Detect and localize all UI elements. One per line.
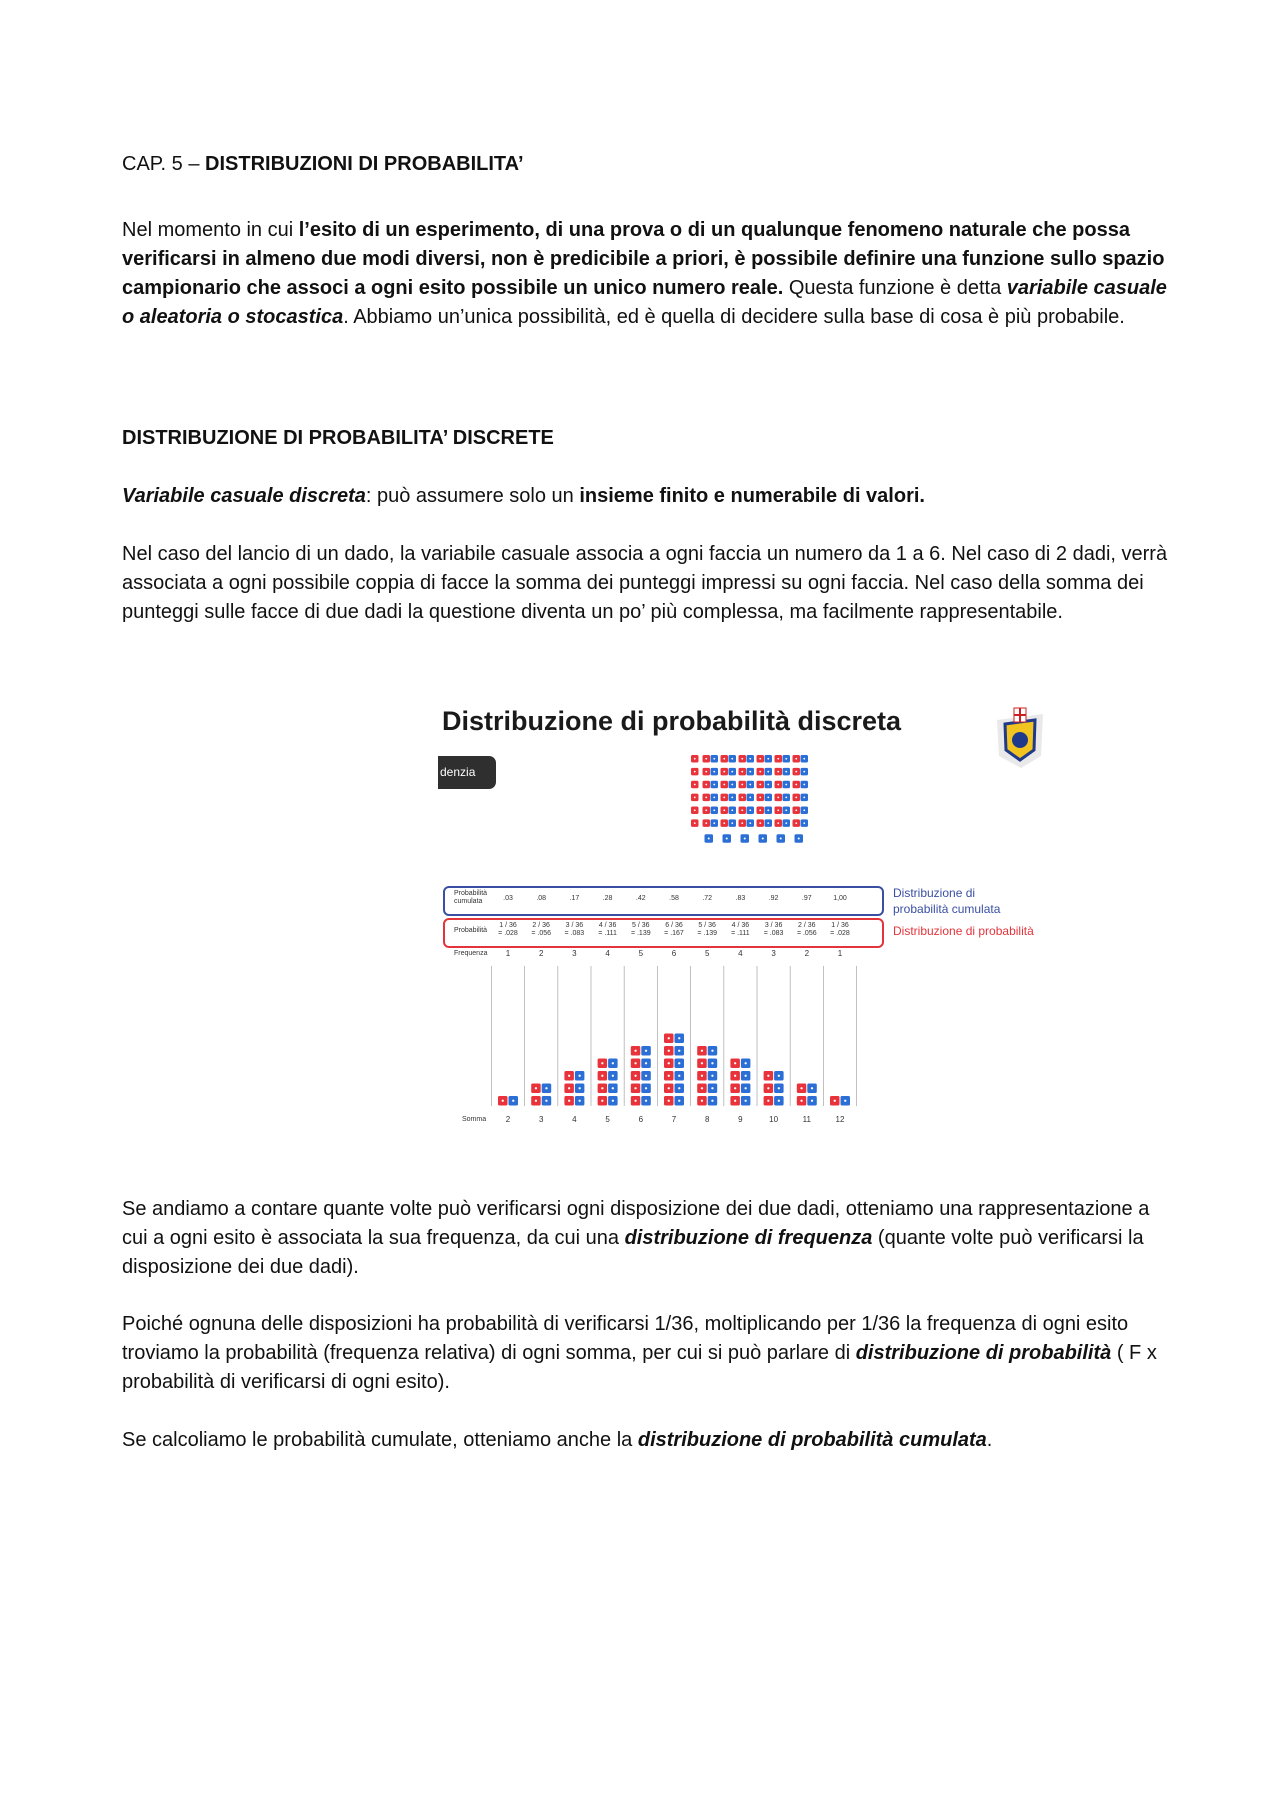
die-pip <box>731 771 733 773</box>
die-pip <box>612 1075 614 1077</box>
die-pip <box>711 1075 713 1077</box>
intro-paragraph: Nel momento in cui l’esito di un esperimento, di una prova o di un qualunque fenomeno naturale che possa verificarsi in almeno due modi diversi, non è predicibile a priori, è possibile definire una funzione sullo spazio campionario che associ a ogni esito possibile un unico numero reale. Questa funzione è detta variabile casuale o aleatoria o stocastica. Abbiamo un’unica possibilità, ed è quella di decidere sulla base di cosa è più probabile. <box>122 219 1167 328</box>
die-pip <box>723 822 725 824</box>
die-pip <box>713 822 715 824</box>
die-pip <box>568 1100 570 1102</box>
die-pip <box>780 837 782 839</box>
frequency-value: 3 <box>771 949 776 958</box>
die-pip <box>759 809 761 811</box>
die-pip <box>678 1050 680 1052</box>
figure-title: Distribuzione di probabilità discreta <box>442 706 902 736</box>
dice-distribution-figure <box>438 698 1078 1128</box>
probability-decimal: = .139 <box>630 930 651 937</box>
frequency-value: 2 <box>538 949 544 958</box>
probability-fraction: 5 / 36 <box>632 922 650 929</box>
sum-value: 6 <box>638 1115 644 1124</box>
probability-fraction: 2 / 36 <box>532 922 550 929</box>
die-pip <box>795 809 797 811</box>
cumulative-distribution-label: Distribuzione di probabilità cumulata <box>893 886 1001 916</box>
die-pip <box>705 822 707 824</box>
sum-value: 8 <box>704 1115 710 1124</box>
cumulative-value: .08 <box>536 895 547 902</box>
sum-value: 7 <box>671 1115 677 1124</box>
definition-paragraph: Variabile casuale discreta: può assumere solo un insieme finito e numerabile di valori. <box>122 485 925 507</box>
die-pip <box>778 1075 780 1077</box>
die-pip <box>767 758 769 760</box>
die-pip <box>545 1100 547 1102</box>
chapter-prefix: CAP. 5 – <box>122 153 206 175</box>
die-pip <box>749 796 751 798</box>
die-pip <box>723 771 725 773</box>
die-pip <box>734 1062 736 1064</box>
sum-value: 3 <box>538 1115 544 1124</box>
die-pip <box>502 1100 504 1102</box>
die-pip <box>759 771 761 773</box>
die-pip <box>759 758 761 760</box>
die-pip <box>749 822 751 824</box>
frequency-row-label: Frequenza <box>454 950 488 957</box>
die-pip <box>645 1075 647 1077</box>
die-pip <box>645 1087 647 1089</box>
die-pip <box>701 1100 703 1102</box>
die-pip <box>579 1075 581 1077</box>
probability-fraction: 4 / 36 <box>598 922 617 929</box>
die-pip <box>678 1062 680 1064</box>
die-pip <box>678 1087 680 1089</box>
die-pip <box>745 1062 747 1064</box>
die-pip <box>634 1087 636 1089</box>
probability-fraction: 4 / 36 <box>731 922 750 929</box>
die-pip <box>778 1087 780 1089</box>
sum-value: 4 <box>572 1115 577 1124</box>
die-pip <box>708 837 710 839</box>
probability-decimal: = .111 <box>731 930 750 937</box>
cumulative-value: 1,00 <box>833 895 847 902</box>
cumulative-paragraph: Se calcoliamo le probabilità cumulate, otteniamo anche la distribuzione di probabilità cumulata. <box>122 1429 993 1451</box>
die-pip <box>545 1087 547 1089</box>
die-pip <box>734 1100 736 1102</box>
probability-decimal: = .083 <box>763 930 784 937</box>
frequency-value: 3 <box>572 949 577 958</box>
die-pip <box>844 1100 846 1102</box>
sum-value: 11 <box>802 1115 811 1124</box>
die-pip <box>767 796 769 798</box>
frequency-value: 5 <box>704 949 710 958</box>
sum-value: 10 <box>769 1115 779 1124</box>
die-pip <box>713 784 715 786</box>
die-pip <box>759 796 761 798</box>
probability-fraction: 1 / 36 <box>499 922 517 929</box>
probability-decimal: = .111 <box>598 930 617 937</box>
die-pip <box>668 1050 670 1052</box>
probability-decimal: = .056 <box>531 930 552 937</box>
probability-fraction: 3 / 36 <box>764 922 783 929</box>
die-pip <box>634 1050 636 1052</box>
frequency-paragraph: Se andiamo a contare quante volte può verificarsi ogni disposizione dei due dadi, otteniamo una rappresentazione a cui a ogni esito è associata la sua frequenza, da cui una distribuzione di frequenza (quante volte può verificarsi la disposizione dei due dadi). <box>122 1198 1150 1278</box>
die-pip <box>785 822 787 824</box>
die-pip <box>749 771 751 773</box>
die-pip <box>734 1075 736 1077</box>
frequency-value: 1 <box>505 949 511 958</box>
die-pip <box>713 809 715 811</box>
die-pip <box>713 758 715 760</box>
probability-distribution-label: Distribuzione di probabilità <box>893 924 1034 938</box>
die-pip <box>601 1087 603 1089</box>
die-pip <box>745 1087 747 1089</box>
cumulative-value: .58 <box>669 895 679 902</box>
cumulative-value: .17 <box>569 895 580 902</box>
die-pip <box>634 1075 636 1077</box>
cumulative-value: .72 <box>702 895 713 902</box>
die-pip <box>731 809 733 811</box>
die-pip <box>741 822 743 824</box>
die-pip <box>795 796 797 798</box>
cumulative-row-label: Probabilità cumulata <box>454 890 488 905</box>
die-pip <box>741 809 743 811</box>
die-pip <box>803 822 805 824</box>
die-pip <box>762 837 764 839</box>
die-pip <box>701 1087 703 1089</box>
cumulative-value: .03 <box>503 895 513 902</box>
frequency-value: 1 <box>837 949 843 958</box>
die-pip <box>705 771 707 773</box>
die-pip <box>777 784 779 786</box>
die-pip <box>568 1087 570 1089</box>
die-pip <box>834 1100 836 1102</box>
die-pip <box>694 784 696 786</box>
die-pip <box>741 796 743 798</box>
die-pip <box>777 771 779 773</box>
probability-paragraph: Poiché ognuna delle disposizioni ha probabilità di verificarsi 1/36, moltiplicando per 1/36 la frequenza di ogni esito troviamo la probabilità (frequenza relativa) di ogni somma, per cui si può parlare di distribuzione di probabilità ( F x probabilità di verificarsi di ogni esito). <box>122 1313 1157 1393</box>
die-pip <box>785 771 787 773</box>
die-pip <box>694 758 696 760</box>
probability-decimal: = .139 <box>697 930 718 937</box>
die-pip <box>745 1100 747 1102</box>
die-pip <box>731 758 733 760</box>
die-pip <box>723 796 725 798</box>
die-pip <box>795 822 797 824</box>
die-pip <box>711 1050 713 1052</box>
die-pip <box>795 771 797 773</box>
figure-tab-fragment: denzia <box>438 756 496 789</box>
die-pip <box>601 1100 603 1102</box>
die-pip <box>612 1062 614 1064</box>
die-pip <box>694 809 696 811</box>
die-pip <box>767 784 769 786</box>
die-pip <box>723 758 725 760</box>
die-pip <box>601 1075 603 1077</box>
die-pip <box>568 1075 570 1077</box>
probability-fraction: 5 / 36 <box>698 922 716 929</box>
die-pip <box>535 1100 537 1102</box>
sum-row-label: Somma <box>462 1116 487 1123</box>
die-pip <box>800 1100 802 1102</box>
probability-row-label: Probabilità <box>454 927 488 934</box>
probability-fraction: 3 / 36 <box>565 922 584 929</box>
die-pip <box>749 758 751 760</box>
die-pip <box>694 796 696 798</box>
die-pip <box>535 1087 537 1089</box>
die-pip <box>811 1087 813 1089</box>
die-pip <box>694 822 696 824</box>
die-pip <box>811 1100 813 1102</box>
probability-decimal: = .083 <box>564 930 585 937</box>
die-pip <box>785 809 787 811</box>
die-pip <box>634 1100 636 1102</box>
die-pip <box>601 1062 603 1064</box>
die-pip <box>668 1075 670 1077</box>
die-pip <box>579 1087 581 1089</box>
die-pip <box>800 1087 802 1089</box>
die-pip <box>579 1100 581 1102</box>
die-pip <box>741 758 743 760</box>
cumulative-value: .42 <box>635 895 646 902</box>
cumulative-value: .92 <box>768 895 779 902</box>
die-pip <box>767 1100 769 1102</box>
die-pip <box>634 1062 636 1064</box>
die-pip <box>726 837 728 839</box>
die-pip <box>668 1100 670 1102</box>
die-pip <box>767 809 769 811</box>
die-pip <box>713 771 715 773</box>
die-pip <box>711 1087 713 1089</box>
cumulative-value: .28 <box>602 895 613 902</box>
die-pip <box>734 1087 736 1089</box>
probability-fraction: 1 / 36 <box>831 922 849 929</box>
die-pip <box>612 1100 614 1102</box>
die-pip <box>749 809 751 811</box>
die-pip <box>759 822 761 824</box>
die-pip <box>785 784 787 786</box>
die-pip <box>778 1100 780 1102</box>
die-pip <box>767 822 769 824</box>
frequency-value: 4 <box>605 949 610 958</box>
die-pip <box>705 809 707 811</box>
section-heading: DISTRIBUZIONE DI PROBABILITA’ DISCRETE <box>122 427 554 449</box>
probability-decimal: = .028 <box>498 930 518 937</box>
die-pip <box>711 1062 713 1064</box>
die-pip <box>723 809 725 811</box>
die-pip <box>803 758 805 760</box>
die-pip <box>668 1037 670 1039</box>
die-pip <box>749 784 751 786</box>
die-pip <box>668 1062 670 1064</box>
die-pip <box>701 1075 703 1077</box>
die-pip <box>795 758 797 760</box>
dice-paragraph: Nel caso del lancio di un dado, la variabile casuale associa a ogni faccia un numero da 1 a 6. Nel caso di 2 dadi, verrà associata a ogni possibile coppia di facce la somma dei punteggi impressi su ogni faccia. Nel caso della somma dei punteggi sulle facce di due dadi la questione diventa un po’ più complessa, ma facilmente rappresentabile. <box>122 543 1168 623</box>
die-pip <box>678 1075 680 1077</box>
die-pip <box>785 758 787 760</box>
frequency-value: 6 <box>671 949 677 958</box>
probability-decimal: = .167 <box>664 930 684 937</box>
chapter-title <box>122 150 524 179</box>
cumulative-value: .97 <box>801 895 812 902</box>
sum-value: 5 <box>605 1115 610 1124</box>
probability-decimal: = .028 <box>830 930 850 937</box>
die-pip <box>645 1062 647 1064</box>
die-pip <box>705 796 707 798</box>
die-pip <box>795 784 797 786</box>
chapter-title-bold: DISTRIBUZIONI DI PROBABILITA’ <box>205 153 524 175</box>
probability-fraction: 2 / 36 <box>798 922 816 929</box>
die-pip <box>678 1037 680 1039</box>
die-pip <box>785 796 787 798</box>
frequency-value: 2 <box>804 949 810 958</box>
die-pip <box>705 784 707 786</box>
die-pip <box>798 837 800 839</box>
die-pip <box>694 771 696 773</box>
die-pip <box>512 1100 514 1102</box>
die-pip <box>803 771 805 773</box>
die-pip <box>803 784 805 786</box>
die-pip <box>731 784 733 786</box>
die-pip <box>777 796 779 798</box>
die-pip <box>645 1050 647 1052</box>
probability-decimal: = .056 <box>796 930 817 937</box>
probability-fraction: 6 / 36 <box>665 922 683 929</box>
sum-value: 2 <box>505 1115 511 1124</box>
die-pip <box>713 796 715 798</box>
die-pip <box>701 1050 703 1052</box>
die-pip <box>777 809 779 811</box>
die-pip <box>731 822 733 824</box>
die-pip <box>668 1087 670 1089</box>
die-pip <box>612 1087 614 1089</box>
die-pip <box>711 1100 713 1102</box>
cumulative-value: .83 <box>735 895 746 902</box>
die-pip <box>741 771 743 773</box>
die-pip <box>759 784 761 786</box>
die-pip <box>803 809 805 811</box>
die-pip <box>767 771 769 773</box>
frequency-value: 5 <box>638 949 644 958</box>
die-pip <box>777 822 779 824</box>
die-pip <box>701 1062 703 1064</box>
die-pip <box>744 837 746 839</box>
die-pip <box>731 796 733 798</box>
sum-value: 12 <box>835 1115 845 1124</box>
die-pip <box>745 1075 747 1077</box>
die-pip <box>767 1087 769 1089</box>
die-pip <box>777 758 779 760</box>
die-pip <box>803 796 805 798</box>
die-pip <box>767 1075 769 1077</box>
die-pip <box>678 1100 680 1102</box>
frequency-value: 4 <box>738 949 743 958</box>
die-pip <box>645 1100 647 1102</box>
die-pip <box>723 784 725 786</box>
sum-value: 9 <box>738 1115 743 1124</box>
die-pip <box>705 758 707 760</box>
die-pip <box>741 784 743 786</box>
